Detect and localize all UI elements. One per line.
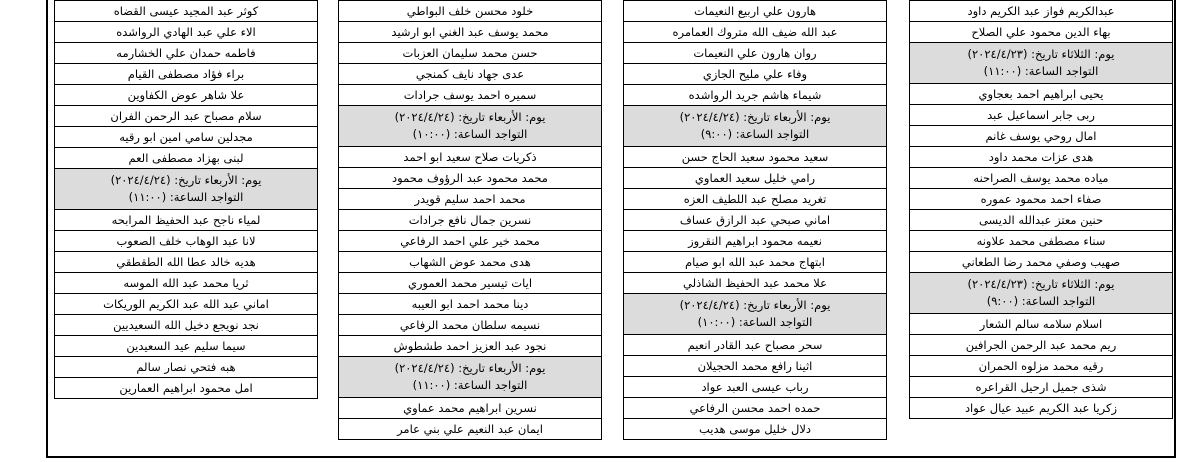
table-row <box>55 252 318 273</box>
table-row <box>910 22 1173 43</box>
table-row <box>624 168 887 189</box>
schedule-header-cell <box>910 43 1173 84</box>
table-row <box>910 147 1173 168</box>
table-row <box>624 335 887 356</box>
name-cell: حمده احمد محسن الرفاعي <box>624 398 887 419</box>
table-row <box>339 168 602 189</box>
schedule-date: يوم: الثلاثاء تاريخ: (٢٠٢٤/٤/٢٣) <box>967 47 1115 61</box>
name-cell: علا شاهر عوض الكفاوين <box>55 85 318 106</box>
name-cell: حنين معتز عبدالله الديسى <box>910 210 1173 231</box>
schedule-time: التواجد الساعة: (١٠:٠٠) <box>697 315 813 329</box>
table-row <box>624 22 887 43</box>
name-cell: روان هارون علي النعيمات <box>624 43 887 64</box>
name-cell: اماني عبد الله عبد الكريم الوريكات <box>55 294 318 315</box>
name-cell: محمد محمود عبد الرؤوف محمود <box>339 168 602 189</box>
name-cell: الاء علي عبد الهادي الرواشده <box>55 22 318 43</box>
table-row <box>910 273 1173 314</box>
name-column-2 <box>623 0 887 440</box>
table-row <box>55 64 318 85</box>
table-row <box>339 231 602 252</box>
name-cell: يحيى ابراهيم احمد بعجاوي <box>910 84 1173 105</box>
table-row <box>339 252 602 273</box>
table-row <box>339 336 602 357</box>
table-row <box>339 419 602 440</box>
table-row <box>624 294 887 335</box>
schedule-time: التواجد الساعة: (٩:٠٠) <box>986 294 1096 308</box>
schedule-header-cell <box>910 273 1173 314</box>
name-cell: دينا محمد احمد ابو العيبه <box>339 294 602 315</box>
table-row <box>910 398 1173 419</box>
schedule-date: يوم: الأربعاء تاريخ: (٢٠٢٤/٤/٢٤) <box>394 110 546 124</box>
name-cell: رقيه محمد مزلوه الحمران <box>910 356 1173 377</box>
schedule-header-cell <box>624 294 887 335</box>
name-cell: ذكريات صلاح سعيد ابو احمد <box>339 147 602 168</box>
table-row <box>339 1 602 22</box>
table-row <box>910 105 1173 126</box>
name-cell: اثينا رافع محمد الحجيلان <box>624 356 887 377</box>
table-row <box>624 398 887 419</box>
name-cell: ربى جابر اسماعيل عبد <box>910 105 1173 126</box>
table-row <box>624 273 887 294</box>
table-row <box>339 210 602 231</box>
table-row <box>339 22 602 43</box>
name-cell: زكريا عبد الكريم عبيد عيال عواد <box>910 398 1173 419</box>
table-row <box>624 377 887 398</box>
table-row <box>55 315 318 336</box>
name-cell: رامي خليل سعيد العماوي <box>624 168 887 189</box>
table-row <box>910 1 1173 22</box>
name-cell: هديه خالد عطا الله الطقطقي <box>55 252 318 273</box>
name-cell: عبد الله ضيف الله متروك العمامره <box>624 22 887 43</box>
name-cell: هدى محمد عوض الشهاب <box>339 252 602 273</box>
schedule-time: التواجد الساعة: (١٠:٠٠) <box>412 127 528 141</box>
table-row <box>339 43 602 64</box>
table-row <box>910 189 1173 210</box>
name-cell: بهاء الدين محمود علي الصلاح <box>910 22 1173 43</box>
name-cell: لمياء ناجح عبد الحفيظ المرابحه <box>55 210 318 231</box>
table-row <box>910 314 1173 335</box>
table-row <box>339 64 602 85</box>
name-cell: فاطمه حمدان علي الخشارمه <box>55 43 318 64</box>
name-cell: هارون علي اربيع النعيمات <box>624 1 887 22</box>
table-row <box>55 127 318 148</box>
schedule-header-cell <box>55 169 318 210</box>
name-cell: نسرين جمال نافع جرادات <box>339 210 602 231</box>
schedule-date: يوم: الثلاثاء تاريخ: (٢٠٢٤/٤/٢٣) <box>967 277 1115 291</box>
table-row <box>910 210 1173 231</box>
schedule-date: يوم: الأربعاء تاريخ: (٢٠٢٤/٤/٢٤) <box>394 361 546 375</box>
table-row <box>55 169 318 210</box>
name-cell: امال روحي يوسف غانم <box>910 126 1173 147</box>
name-cell: سحر مصباح عبد القادر انعيم <box>624 335 887 356</box>
schedule-time: التواجد الساعة: (١١:٠٠) <box>983 64 1099 78</box>
table-row <box>339 273 602 294</box>
name-cell: ايمان عبد النعيم علي بني عامر <box>339 419 602 440</box>
name-cell: حسن محمد سليمان العزبات <box>339 43 602 64</box>
schedule-header-cell <box>339 106 602 147</box>
table-row <box>55 294 318 315</box>
name-cell: ريم محمد عبد الرحمن الجرافين <box>910 335 1173 356</box>
name-cell: علا محمد عبد الحفيظ الشاذلي <box>624 273 887 294</box>
table-row <box>339 315 602 336</box>
table-row <box>55 231 318 252</box>
table-row <box>55 378 318 399</box>
table-row <box>624 43 887 64</box>
name-cell: سيما سليم عيد السعيدين <box>55 336 318 357</box>
name-cell: نعيمه محمود ابراهيم النقروز <box>624 231 887 252</box>
name-cell: سعيد محمود سعيد الحاج حسن <box>624 147 887 168</box>
name-column-3 <box>338 0 602 440</box>
schedule-date: يوم: الأربعاء تاريخ: (٢٠٢٤/٤/٢٤) <box>679 298 831 312</box>
table-row <box>624 189 887 210</box>
name-cell: ايات تيسير محمد العموري <box>339 273 602 294</box>
table-row <box>624 252 887 273</box>
table-row <box>55 210 318 231</box>
name-cell: هدى عزات محمد داود <box>910 147 1173 168</box>
table-row <box>624 106 887 147</box>
name-cell: محمد خير علي احمد الرفاعي <box>339 231 602 252</box>
schedule-date: يوم: الأربعاء تاريخ: (٢٠٢٤/٤/٢٤) <box>110 173 262 187</box>
table-row <box>339 398 602 419</box>
name-cell: وفاء علي مليح الجازي <box>624 64 887 85</box>
table-row <box>910 231 1173 252</box>
schedule-header-cell <box>624 106 887 147</box>
name-cell: نجود عبد العزيز احمد طشطوش <box>339 336 602 357</box>
table-row <box>339 357 602 398</box>
name-cell: شيماء هاشم جريد الرواشده <box>624 85 887 106</box>
name-cell: دلال خليل موسى هديب <box>624 419 887 440</box>
name-cell: صفاء احمد محمود عموره <box>910 189 1173 210</box>
name-cell: اسلام سلامه سالم الشعار <box>910 314 1173 335</box>
table-row <box>55 85 318 106</box>
name-cell: نجد نويجع دخيل الله السعيديين <box>55 315 318 336</box>
name-cell: شذى جميل ارحيل القراعره <box>910 377 1173 398</box>
schedule-date: يوم: الأربعاء تاريخ: (٢٠٢٤/٤/٢٤) <box>679 110 831 124</box>
table-row <box>55 357 318 378</box>
table-row <box>624 356 887 377</box>
name-cell: لانا عبد الوهاب خلف الصعوب <box>55 231 318 252</box>
table-row <box>624 147 887 168</box>
table-row <box>910 168 1173 189</box>
table-row <box>55 336 318 357</box>
name-cell: هبه فتحي نصار سالم <box>55 357 318 378</box>
name-cell: براء فؤاد مصطفى القيام <box>55 64 318 85</box>
table-row <box>339 147 602 168</box>
table-row <box>339 189 602 210</box>
name-cell: سميره احمد يوسف جرادات <box>339 85 602 106</box>
table-row <box>910 43 1173 84</box>
name-cell: مياده محمد يوسف الصراحنه <box>910 168 1173 189</box>
name-cell: تغريد مصلح عبد اللطيف العزه <box>624 189 887 210</box>
name-cell: عبدالكريم فواز عبد الكريم داود <box>910 1 1173 22</box>
table-row <box>624 85 887 106</box>
table-row <box>624 1 887 22</box>
table-row <box>624 210 887 231</box>
name-cell: ابتهاج محمد عبد الله ابو صيام <box>624 252 887 273</box>
schedule-time: التواجد الساعة: (١١:٠٠) <box>128 190 244 204</box>
name-cell: سلام مصباح عبد الرحمن الفران <box>55 106 318 127</box>
table-row <box>624 231 887 252</box>
name-cell: محمد يوسف عبد الغني ابو ارشيد <box>339 22 602 43</box>
name-cell: رباب عيسى العبد عواد <box>624 377 887 398</box>
name-cell: محمد احمد سليم قويدر <box>339 189 602 210</box>
table-row <box>910 252 1173 273</box>
name-cell: مجدلين سامي امين ابو رقيه <box>55 127 318 148</box>
name-cell: اماني صبحي عبد الرازق عساف <box>624 210 887 231</box>
name-cell: امل محمود ابراهيم العمارين <box>55 378 318 399</box>
name-column-1 <box>909 0 1173 419</box>
table-row <box>910 377 1173 398</box>
table-row <box>55 43 318 64</box>
table-row <box>624 64 887 85</box>
schedule-time: التواجد الساعة: (١١:٠٠) <box>412 378 528 392</box>
name-cell: عدى جهاد نايف كمنجي <box>339 64 602 85</box>
table-row <box>55 106 318 127</box>
table-row <box>339 85 602 106</box>
name-cell: صهيب وصفي محمد رضا الطعاني <box>910 252 1173 273</box>
name-cell: نسيمه سلطان محمد الرفاعي <box>339 315 602 336</box>
name-cell: خلود محسن خلف البواطي <box>339 1 602 22</box>
name-cell: لبنى بهزاد مصطفى العم <box>55 148 318 169</box>
table-row <box>55 148 318 169</box>
name-cell: نسرين ابراهيم محمد عماوي <box>339 398 602 419</box>
schedule-header-cell <box>339 357 602 398</box>
table-row <box>55 1 318 22</box>
name-cell: ثريا محمد عبد الله الموسه <box>55 273 318 294</box>
table-row <box>55 22 318 43</box>
table-row <box>339 294 602 315</box>
table-row <box>339 106 602 147</box>
table-row <box>910 84 1173 105</box>
table-row <box>910 356 1173 377</box>
table-row <box>624 419 887 440</box>
table-row <box>910 126 1173 147</box>
table-row <box>55 273 318 294</box>
name-column-4 <box>54 0 318 399</box>
table-row <box>910 335 1173 356</box>
name-cell: كوثر عبد المجيد عيسى القضاه <box>55 1 318 22</box>
schedule-time: التواجد الساعة: (٩:٠٠) <box>700 127 810 141</box>
name-cell: سناء مصطفى محمد علاونه <box>910 231 1173 252</box>
